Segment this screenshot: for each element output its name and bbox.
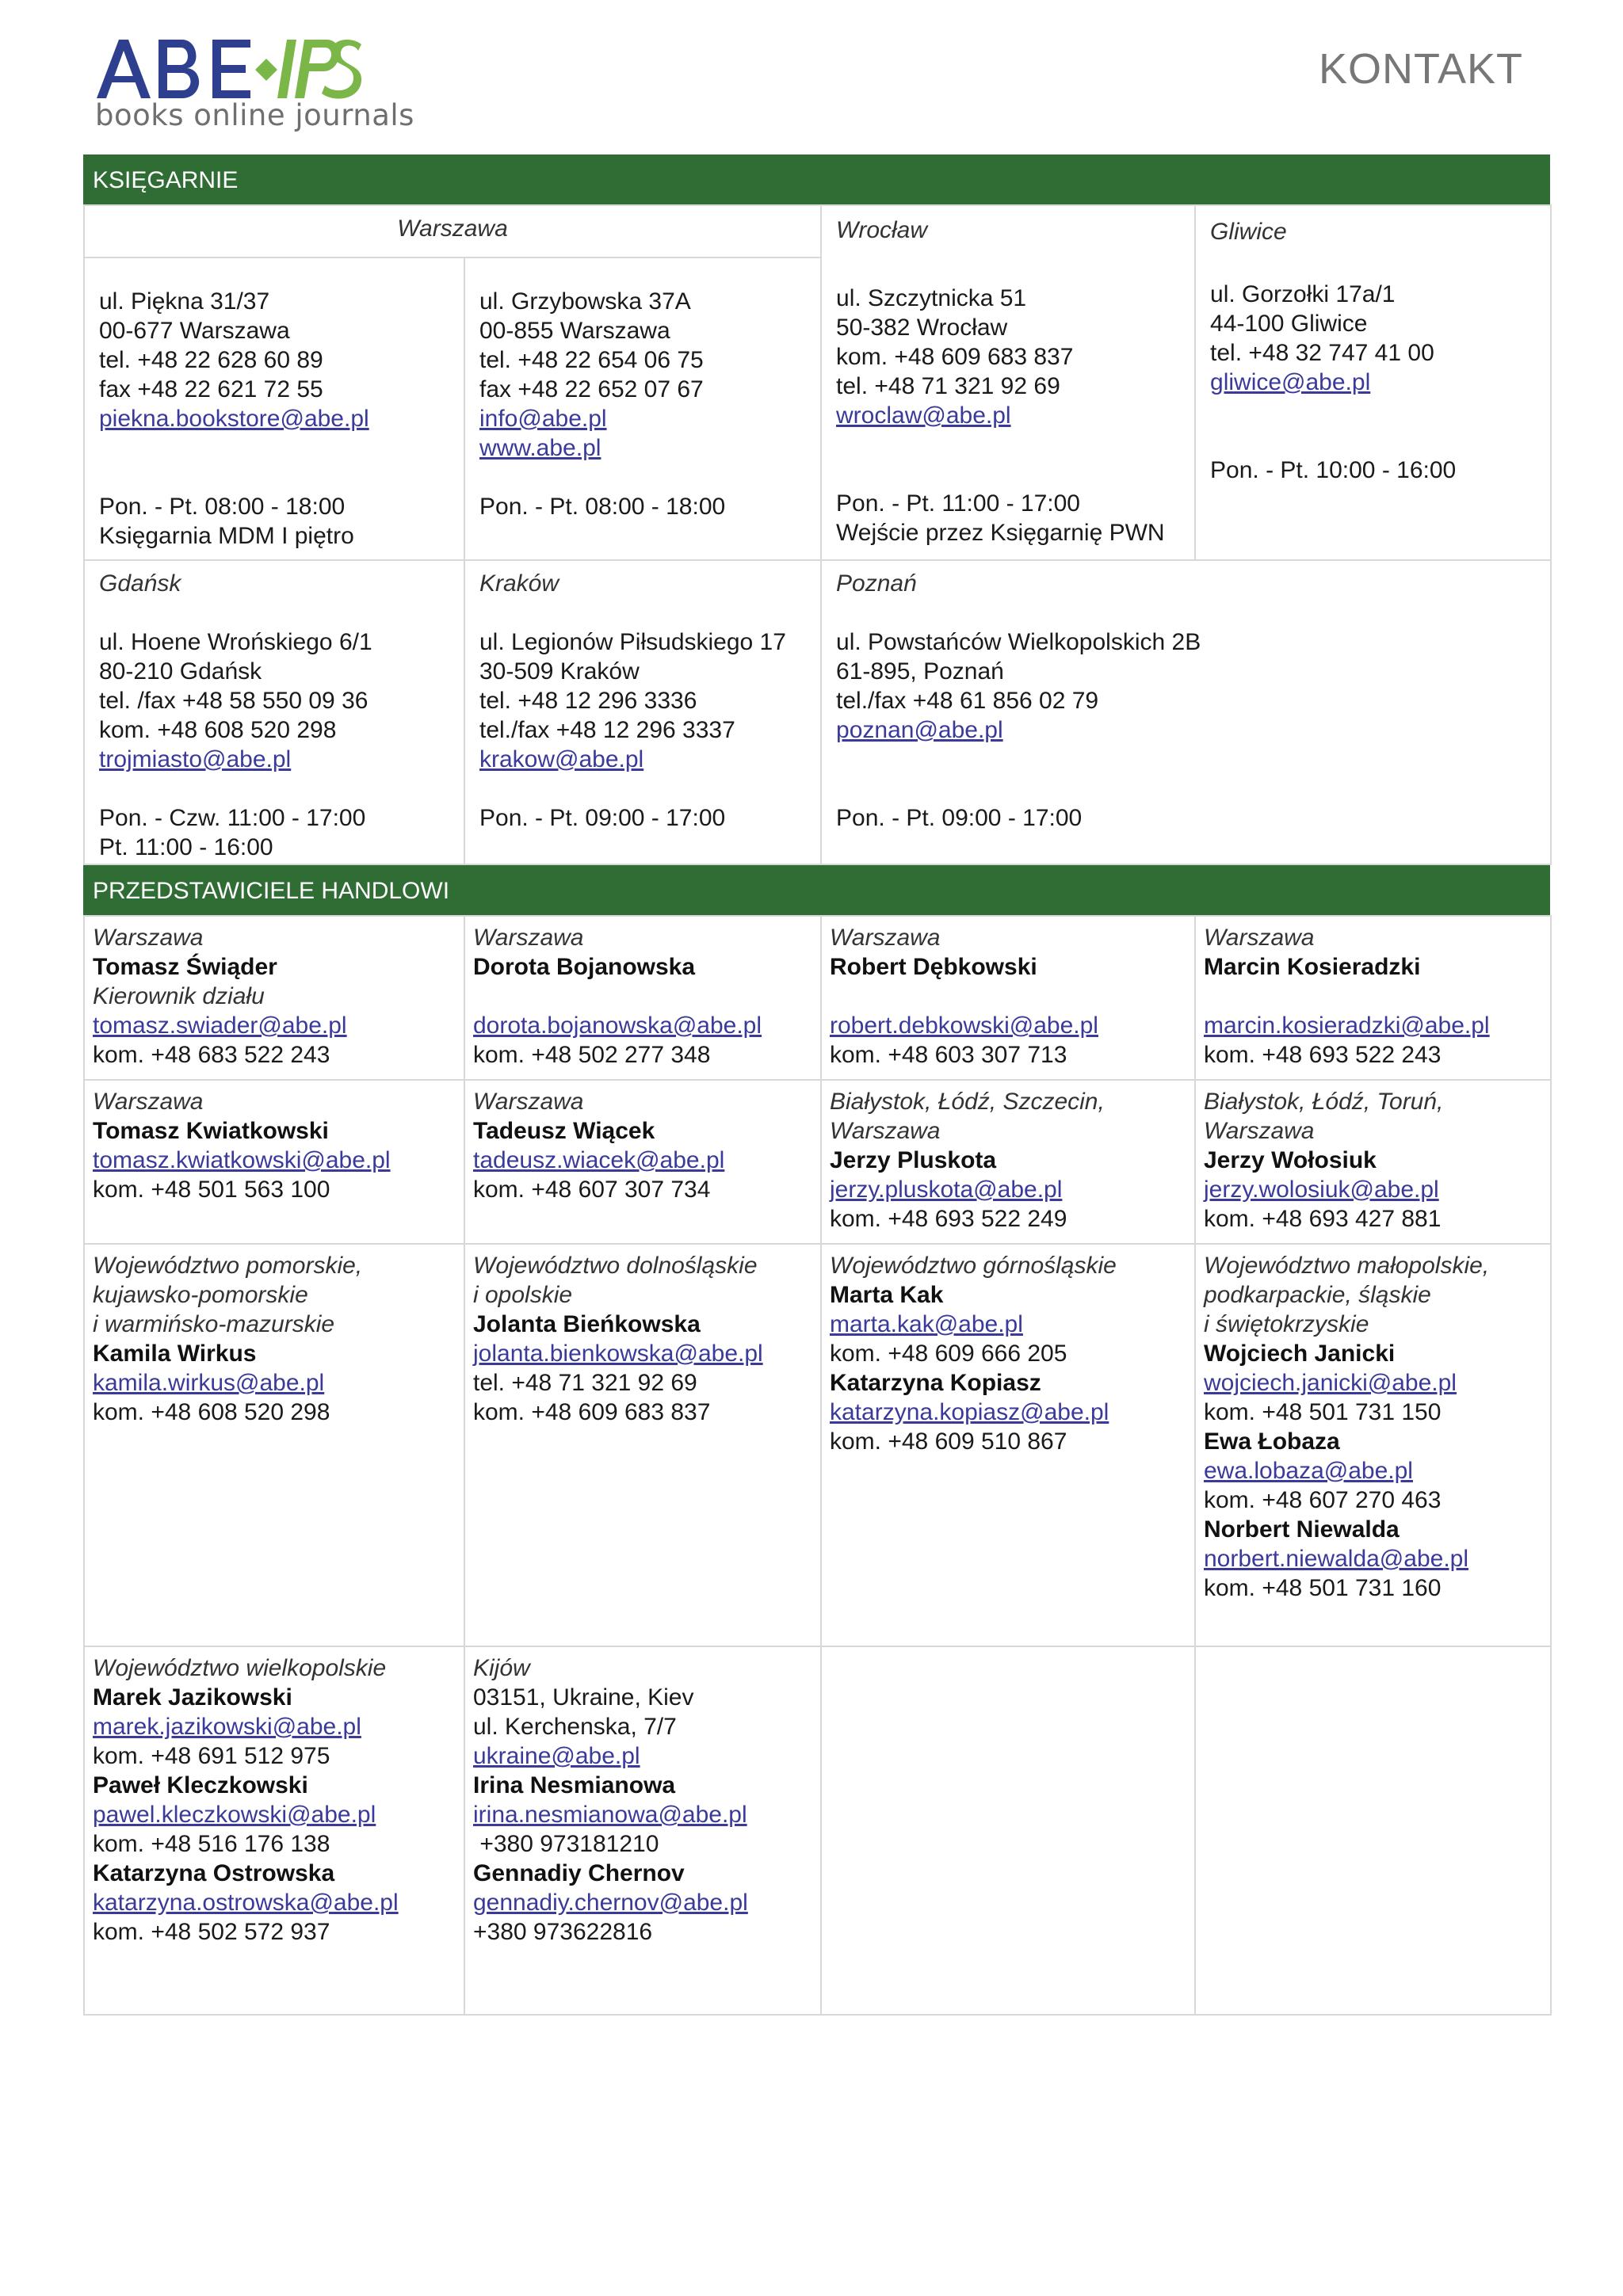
rep-card-gornoslaskie — [821, 1244, 1195, 1646]
address-line: 30-509 Kraków — [479, 658, 640, 685]
address-line: ul. Powstańców Wielkopolskich 2B — [836, 629, 1201, 655]
email-link[interactable]: piekna.bookstore@abe.pl — [99, 406, 369, 432]
rep-name: Paweł Kleczkowski — [93, 1772, 308, 1798]
region-label: Województwo górnośląskie — [830, 1253, 1117, 1279]
opening-hours: Pon. - Pt. 10:00 - 16:00 — [1210, 457, 1457, 483]
region-label: Białystok, Łódź, Szczecin, — [830, 1089, 1105, 1115]
email-link[interactable]: kamila.wirkus@abe.pl — [93, 1370, 325, 1396]
phone-line: kom. +48 693 522 249 — [830, 1206, 1067, 1232]
address-line: ul. Piękna 31/37 — [99, 288, 270, 315]
phone-line: kom. +48 609 510 867 — [830, 1428, 1067, 1455]
email-link[interactable]: marta.kak@abe.pl — [830, 1311, 1023, 1337]
opening-note: Wejście przez Księgarnię PWN — [836, 520, 1165, 546]
city-label: Wrocław — [836, 217, 928, 243]
rep-name: Robert Dębkowski — [830, 954, 1037, 980]
opening-hours: Pon. - Czw. 11:00 - 17:00 — [99, 805, 366, 831]
page-title: KONTAKT — [1319, 45, 1524, 93]
phone-line: +380 973181210 — [473, 1831, 659, 1857]
rep-card — [1195, 1080, 1551, 1244]
rep-name: Tomasz Kwiatkowski — [93, 1118, 329, 1144]
email-link[interactable]: jolanta.bienkowska@abe.pl — [473, 1341, 763, 1367]
rep-card-kijow — [464, 1646, 821, 2015]
address-line: ul. Legionów Piłsudskiego 17 — [479, 629, 786, 655]
rep-name: Tadeusz Wiącek — [473, 1118, 655, 1144]
abe-ips-logo[interactable] — [94, 35, 414, 138]
address-line: 61-895, Poznań — [836, 658, 1004, 685]
address-line: ul. Grzybowska 37A — [479, 288, 691, 315]
rep-card — [1195, 916, 1551, 1080]
region-label: Warszawa — [473, 1089, 584, 1115]
email-link[interactable]: pawel.kleczkowski@abe.pl — [93, 1802, 376, 1828]
bookstore-krakow — [464, 560, 821, 864]
region-label: Warszawa — [93, 925, 204, 951]
rep-card — [84, 916, 464, 1080]
fax-line: fax +48 22 621 72 55 — [99, 376, 323, 402]
rep-card — [821, 916, 1195, 1080]
fax-line: fax +48 22 652 07 67 — [479, 376, 704, 402]
address-line: ul. Kerchenska, 7/7 — [473, 1714, 677, 1740]
email-link[interactable]: poznan@abe.pl — [836, 717, 1003, 743]
address-line: 00-855 Warszawa — [479, 318, 670, 344]
empty-cell — [1195, 1646, 1551, 2015]
rep-name: Kamila Wirkus — [93, 1341, 257, 1367]
rep-name: Jerzy Pluskota — [830, 1147, 997, 1173]
rep-name: Jolanta Bieńkowska — [473, 1311, 701, 1337]
region-label: Warszawa — [93, 1089, 204, 1115]
region-label: Województwo pomorskie, — [93, 1253, 363, 1279]
rep-card — [464, 1080, 821, 1244]
region-label: Województwo wielkopolskie — [93, 1655, 387, 1681]
bookstores-table — [83, 204, 1552, 865]
address-line: ul. Szczytnicka 51 — [836, 285, 1027, 311]
phone-line: kom. +48 609 666 205 — [830, 1341, 1067, 1367]
bookstore-warszawa-piekna — [84, 257, 464, 560]
website-link[interactable]: www.abe.pl — [479, 435, 601, 461]
abe-ips-logo-icon — [94, 35, 363, 103]
city-label: Warszawa — [397, 215, 508, 242]
email-link[interactable]: irina.nesmianowa@abe.pl — [473, 1802, 747, 1828]
email-link[interactable]: wroclaw@abe.pl — [836, 402, 1011, 429]
phone-line: kom. +48 609 683 837 — [473, 1399, 711, 1425]
email-link[interactable]: gliwice@abe.pl — [1210, 369, 1371, 395]
rep-name: Gennadiy Chernov — [473, 1860, 685, 1886]
rep-card — [821, 1080, 1195, 1244]
region-label: Białystok, Łódź, Toruń, — [1204, 1089, 1444, 1115]
email-link[interactable]: dorota.bojanowska@abe.pl — [473, 1013, 762, 1039]
opening-hours: Pt. 11:00 - 16:00 — [99, 834, 273, 860]
phone-line: tel. +48 22 628 60 89 — [99, 347, 323, 373]
region-label: Województwo dolnośląskie — [473, 1253, 758, 1279]
bookstore-gliwice — [1195, 205, 1551, 560]
email-link[interactable]: robert.debkowski@abe.pl — [830, 1013, 1098, 1039]
email-link[interactable]: trojmiasto@abe.pl — [99, 746, 292, 772]
section-header-representatives: PRZEDSTAWICIELE HANDLOWI — [83, 865, 1550, 915]
address-line: 00-677 Warszawa — [99, 318, 290, 344]
phone-line: tel. +48 32 747 41 00 — [1210, 340, 1434, 366]
phone-line: tel. /fax +48 58 550 09 36 — [99, 688, 369, 714]
region-label: Kijów — [473, 1655, 530, 1681]
region-label: i świętokrzyskie — [1204, 1311, 1369, 1337]
email-link[interactable]: gennadiy.chernov@abe.pl — [473, 1890, 748, 1916]
bookstore-warszawa-grzybowska — [464, 257, 821, 560]
address-line: 03151, Ukraine, Kiev — [473, 1684, 694, 1711]
email-link[interactable]: katarzyna.kopiasz@abe.pl — [830, 1399, 1109, 1425]
email-link[interactable]: norbert.niewalda@abe.pl — [1204, 1546, 1468, 1572]
region-label: Warszawa — [830, 925, 941, 951]
email-link[interactable]: jerzy.pluskota@abe.pl — [830, 1177, 1063, 1203]
email-link[interactable]: wojciech.janicki@abe.pl — [1204, 1370, 1457, 1396]
opening-note: Księgarnia MDM I piętro — [99, 523, 354, 549]
opening-hours: Pon. - Pt. 08:00 - 18:00 — [99, 494, 346, 520]
phone-line: kom. +48 501 563 100 — [93, 1177, 330, 1203]
representatives-table — [83, 915, 1552, 2016]
rep-name: Marta Kak — [830, 1282, 944, 1308]
opening-hours: Pon. - Pt. 08:00 - 18:00 — [479, 494, 726, 520]
rep-name: Wojciech Janicki — [1204, 1341, 1396, 1367]
region-label: Warszawa — [1204, 1118, 1315, 1144]
phone-line: kom. +48 609 683 837 — [836, 344, 1074, 370]
rep-card-pomorskie — [84, 1244, 464, 1646]
phone-line: kom. +48 501 731 160 — [1204, 1575, 1442, 1601]
rep-name: Jerzy Wołosiuk — [1204, 1147, 1377, 1173]
opening-hours: Pon. - Pt. 11:00 - 17:00 — [836, 490, 1080, 517]
bookstore-gdansk — [84, 560, 464, 864]
phone-line: kom. +48 608 520 298 — [93, 1399, 330, 1425]
region-label: Warszawa — [473, 925, 584, 951]
region-label: i warmińsko-mazurskie — [93, 1311, 335, 1337]
phone-line: kom. +48 501 731 150 — [1204, 1399, 1442, 1425]
phone-line: kom. +48 691 512 975 — [93, 1743, 330, 1769]
opening-hours: Pon. - Pt. 09:00 - 17:00 — [836, 805, 1083, 831]
phone-line: kom. +48 502 277 348 — [473, 1042, 711, 1068]
region-label: Województwo małopolskie, — [1204, 1253, 1490, 1279]
rep-role: Kierownik działu — [93, 983, 265, 1009]
rep-name: Norbert Niewalda — [1204, 1516, 1400, 1543]
opening-hours: Pon. - Pt. 09:00 - 17:00 — [479, 805, 726, 831]
phone-line: kom. +48 683 522 243 — [93, 1042, 330, 1068]
region-label: Warszawa — [1204, 925, 1315, 951]
phone-line: tel. +48 22 654 06 75 — [479, 347, 704, 373]
rep-name: Ewa Łobaza — [1204, 1428, 1340, 1455]
city-label: Poznań — [836, 570, 917, 597]
rep-card-dolnoslaskie — [464, 1244, 821, 1646]
phone-line: kom. +48 607 270 463 — [1204, 1487, 1442, 1513]
email-link[interactable]: marcin.kosieradzki@abe.pl — [1204, 1013, 1490, 1039]
address-line: 80-210 Gdańsk — [99, 658, 262, 685]
address-line: ul. Gorzołki 17a/1 — [1210, 281, 1396, 307]
fax-line: tel./fax +48 61 856 02 79 — [836, 688, 1099, 714]
email-link[interactable]: tomasz.kwiatkowski@abe.pl — [93, 1147, 391, 1173]
email-link[interactable]: ewa.lobaza@abe.pl — [1204, 1458, 1413, 1484]
phone-line: kom. +48 693 522 243 — [1204, 1042, 1442, 1068]
rep-name: Irina Nesmianowa — [473, 1772, 676, 1798]
phone-line: kom. +48 502 572 937 — [93, 1919, 330, 1945]
city-label: Gliwice — [1210, 219, 1287, 245]
rep-name: Marcin Kosieradzki — [1204, 954, 1421, 980]
region-label: Warszawa — [830, 1118, 941, 1144]
phone-line: kom. +48 693 427 881 — [1204, 1206, 1442, 1232]
phone-line: kom. +48 608 520 298 — [99, 717, 337, 743]
section-header-bookstores: KSIĘGARNIE — [83, 154, 1550, 204]
phone-line: +380 973622816 — [473, 1919, 653, 1945]
address-line: 50-382 Wrocław — [836, 315, 1008, 341]
phone-line: kom. +48 516 176 138 — [93, 1831, 330, 1857]
phone-line: kom. +48 607 307 734 — [473, 1177, 711, 1203]
address-line: ul. Hoene Wrońskiego 6/1 — [99, 629, 372, 655]
phone-line: kom. +48 603 307 713 — [830, 1042, 1067, 1068]
email-link[interactable]: tomasz.swiader@abe.pl — [93, 1013, 347, 1039]
rep-name: Tomasz Świąder — [93, 954, 277, 980]
rep-card-malopolskie — [1195, 1244, 1551, 1646]
logo-tagline: books online journals — [95, 98, 414, 132]
rep-card — [464, 916, 821, 1080]
email-link[interactable]: tadeusz.wiacek@abe.pl — [473, 1147, 725, 1173]
phone-line: tel. +48 12 296 3336 — [479, 688, 697, 714]
email-link[interactable]: info@abe.pl — [479, 406, 607, 432]
city-label: Kraków — [479, 570, 559, 597]
address-line: 44-100 Gliwice — [1210, 311, 1368, 337]
city-label: Gdańsk — [99, 570, 181, 597]
email-link[interactable]: krakow@abe.pl — [479, 746, 644, 772]
rep-card-wielkopolskie — [84, 1646, 464, 2015]
rep-card — [84, 1080, 464, 1244]
bookstore-wroclaw — [821, 205, 1195, 560]
email-link[interactable]: ukraine@abe.pl — [473, 1743, 640, 1769]
region-label: i opolskie — [473, 1282, 573, 1308]
contact-sheet — [83, 154, 1550, 2016]
region-label: kujawsko-pomorskie — [93, 1282, 308, 1308]
bookstore-poznan — [821, 560, 1551, 864]
region-label: podkarpackie, śląskie — [1204, 1282, 1431, 1308]
rep-name: Katarzyna Kopiasz — [830, 1370, 1041, 1396]
empty-cell — [821, 1646, 1195, 2015]
email-link[interactable]: marek.jazikowski@abe.pl — [93, 1714, 361, 1740]
rep-name: Dorota Bojanowska — [473, 954, 696, 980]
phone-line: tel. +48 71 321 92 69 — [473, 1370, 697, 1396]
rep-name: Katarzyna Ostrowska — [93, 1860, 335, 1886]
fax-line: tel./fax +48 12 296 3337 — [479, 717, 735, 743]
phone-line: tel. +48 71 321 92 69 — [836, 373, 1060, 399]
email-link[interactable]: jerzy.wolosiuk@abe.pl — [1204, 1177, 1439, 1203]
email-link[interactable]: katarzyna.ostrowska@abe.pl — [93, 1890, 399, 1916]
bookstore-warszawa-header — [84, 205, 821, 257]
rep-name: Marek Jazikowski — [93, 1684, 292, 1711]
